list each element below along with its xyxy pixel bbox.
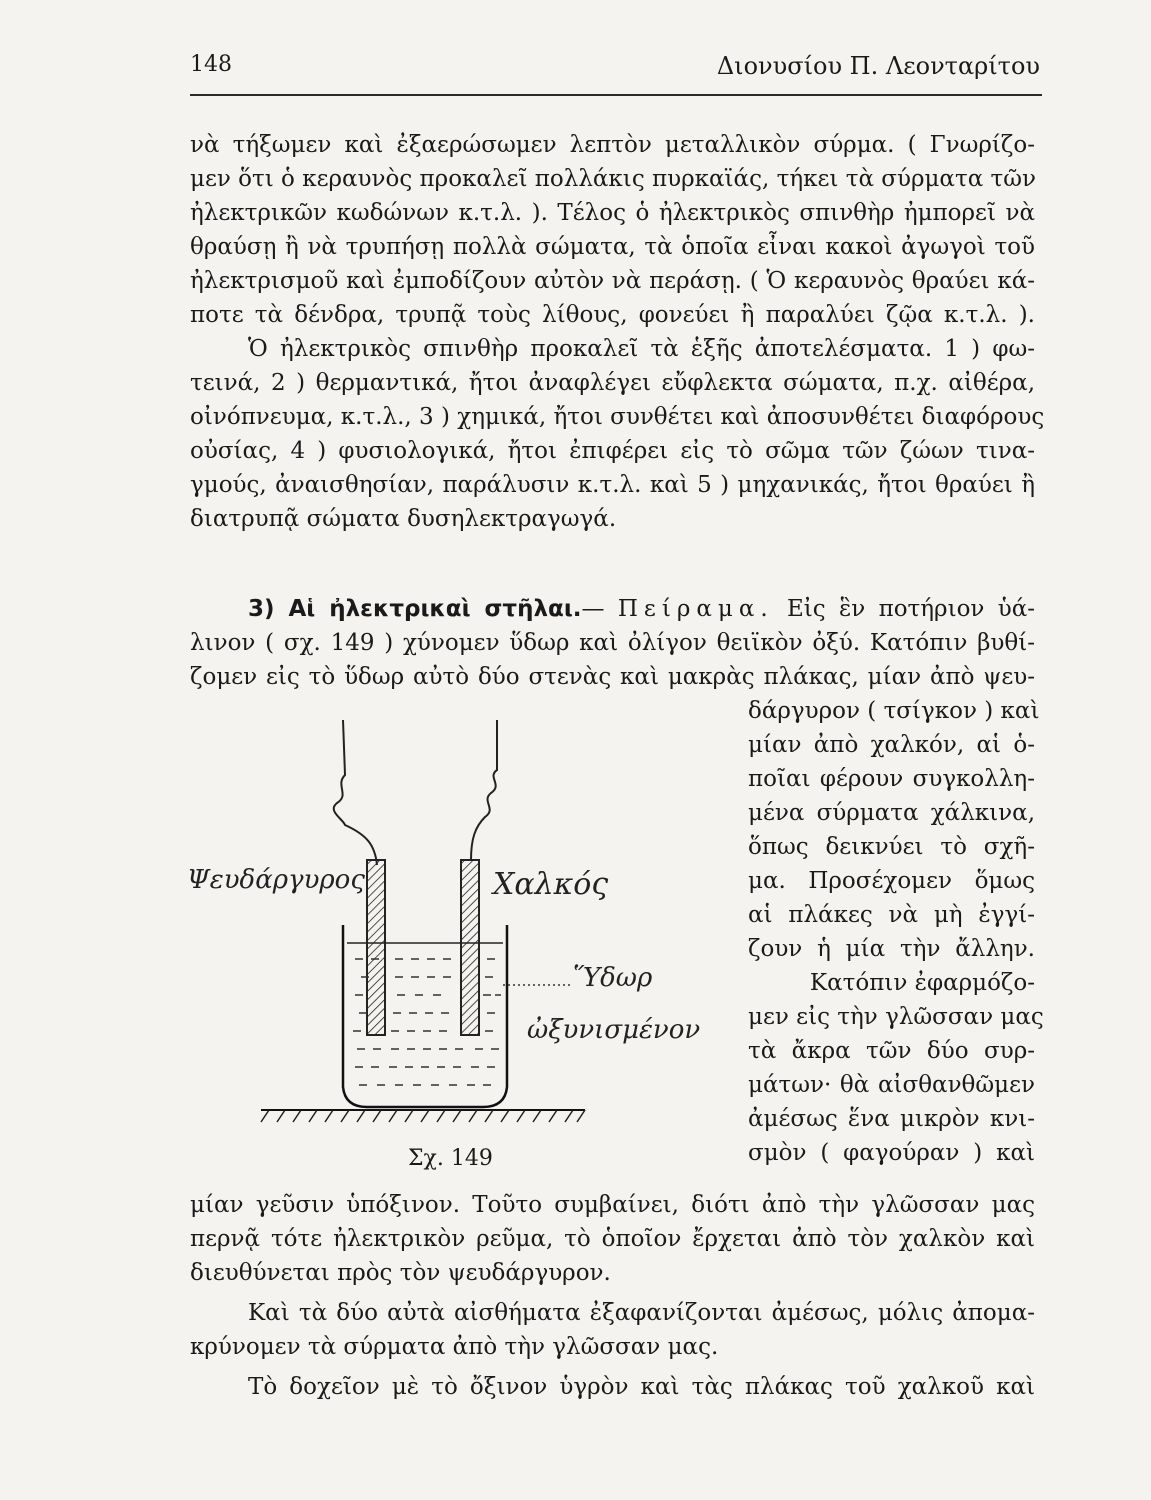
label-acidified: ὠξυνισμένον (527, 1015, 701, 1045)
text-line: διατρυπᾷ σώματα δυσηλεκτραγωγά. (190, 506, 617, 532)
text-line: οὐσίας, 4 ) φυσιολογικά, ἤτοι ἐπιφέρει εἰς τὸ σῶμα τῶν ζώων τινα- (190, 438, 1035, 464)
paragraph-spark-effects (190, 128, 1045, 536)
text-line: διευθύνεται πρὸς τὸν ψευδάργυρον. (190, 1260, 611, 1286)
paragraph-sensations (190, 1296, 1035, 1364)
text-line: σμὸν ( φαγούραν ) καὶ (748, 1140, 1035, 1166)
figure-side-text (748, 694, 1044, 1170)
text-line: αἱ πλάκες νὰ μὴ ἐγγί- (748, 902, 1035, 928)
text-line: Καὶ τὰ δύο αὐτὰ αἰσθήματα ἐξαφανίζονται ἀμέσως, μόλις ἀπομα- (248, 1300, 1035, 1326)
text-line: ἠλεκτρικῶν κωδώνων κ.τ.λ. ). Τέλος ὁ ἠλεκτρικὸς σπινθὴρ ἠμπορεῖ νὰ (190, 200, 1035, 226)
copper-plate (461, 860, 479, 1035)
ground-hatching (261, 1110, 585, 1122)
text-line: μένα σύρματα χάλκινα, (748, 800, 1035, 826)
label-zinc: Ψευδάργυρος (187, 865, 365, 895)
text-line: θραύσῃ ἢ νὰ τρυπήσῃ πολλὰ σώματα, τὰ ὁποῖα εἶναι κακοὶ ἀγωγοὶ τοῦ (190, 234, 1035, 260)
paragraph-vessel (190, 1370, 1035, 1404)
text-line (190, 592, 1035, 626)
text-line: μεν ὅτι ὁ κεραυνὸς προκαλεῖ πολλάκις πυρκαϊάς, τήκει τὰ σύρματα τῶν (190, 166, 1036, 192)
text-line: μίαν γεῦσιν ὑπόξινον. Τοῦτο συμβαίνει, διότι ἀπὸ τὴν γλῶσσαν μας (190, 1192, 1035, 1218)
zinc-plate (367, 860, 385, 1035)
text-line: οἰνόπνευμα, κ.τ.λ., 3 ) χημικά, ἤτοι συνθέτει καὶ ἀποσυνθέτει διαφόρους (190, 404, 1045, 430)
section-title: 3) Αἱ ἠλεκτρικαὶ στῆλαι. (248, 596, 582, 622)
text-line: μα. Προσέχομεν ὅμως (748, 868, 1035, 894)
page-number: 148 (190, 52, 232, 77)
section-electric-cells (190, 592, 1035, 694)
text-line: μίαν ἀπὸ χαλκόν, αἱ ὁ- (748, 732, 1035, 758)
text-line: νὰ τήξωμεν καὶ ἐξαερώσωμεν λεπτὸν μεταλλικὸν σύρμα. ( Γνωρίζο- (190, 132, 1035, 158)
text-line: λινον ( σχ. 149 ) χύνομεν ὕδωρ καὶ ὀλίγον θειϊκὸν ὀξύ. Κατόπιν βυθί- (190, 630, 1035, 656)
text-line: γμούς, ἀναισθησίαν, παράλυσιν κ.τ.λ. καὶ 5 ) μηχανικάς, ἤτοι θραύει ἢ (190, 472, 1035, 498)
text-line: ποτε τὰ δένδρα, τρυπᾷ τοὺς λίθους, φονεύει ἢ παραλύει ζῷα κ.τ.λ. ). (190, 302, 1035, 328)
figure-149 (185, 715, 730, 1135)
text-line: περνᾷ τότε ἠλεκτρικὸν ρεῦμα, τὸ ὁποῖον ἔρχεται ἀπὸ τὸν χαλκὸν καὶ (190, 1226, 1035, 1252)
dash: — (581, 596, 605, 622)
text-line: κρύνομεν τὰ σύρματα ἀπὸ τὴν γλῶσσαν μας. (190, 1334, 719, 1360)
page-header (190, 48, 1040, 88)
text-line: ὅπως δεικνύει τὸ σχῆ- (748, 834, 1035, 860)
text-line: ἠλεκτρισμοῦ καὶ ἐμποδίζουν αὐτὸν νὰ περάσῃ. ( Ὁ κεραυνὸς θραύει κά- (190, 268, 1035, 294)
text-line: τεινά, 2 ) θερμαντικά, ἤτοι ἀναφλέγει εὔφλεκτα σώματα, π.χ. αἰθέρα, (190, 370, 1035, 396)
text-line: ζουν ἡ μία τὴν ἄλλην. (748, 936, 1035, 962)
paragraph-taste (190, 1188, 1035, 1290)
text-line: Ὁ ἠλεκτρικὸς σπινθὴρ προκαλεῖ τὰ ἑξῆς ἀποτελέσματα. 1 ) φω- (248, 336, 1035, 362)
text-line: Κατόπιν ἐφαρμόζο- (809, 970, 1035, 996)
experiment-label: Πείραμα. (617, 596, 774, 622)
figure-caption: Σχ. 149 (408, 1146, 493, 1171)
text-line: τὰ ἄκρα τῶν δύο συρ- (748, 1038, 1035, 1064)
text-line: μεν εἰς τὴν γλῶσσαν μας (748, 1004, 1044, 1030)
label-water: Ὕδωρ (573, 963, 653, 993)
copper-wire (471, 720, 497, 860)
text-line: ζομεν εἰς τὸ ὕδωρ αὐτὸ δύο στενὰς καὶ μακρὰς πλάκας, μίαν ἀπὸ ψευ- (190, 664, 1035, 690)
galvanic-cell-diagram (185, 715, 730, 1135)
header-rule (190, 94, 1042, 96)
text-line: δάργυρον ( τσίγκον ) καὶ (748, 698, 1040, 724)
text-line: μάτων· θὰ αἰσθανθῶμεν (748, 1072, 1035, 1098)
running-title: Διονυσίου Π. Λεονταρίτου (716, 52, 1040, 80)
label-copper: Χαλκός (493, 867, 609, 902)
zinc-wire (334, 720, 377, 865)
text-line: Τὸ δοχεῖον μὲ τὸ ὄξινον ὑγρὸν καὶ τὰς πλάκας τοῦ χαλκοῦ καὶ (248, 1374, 1035, 1400)
text-fragment: Εἰς ἓν ποτήριον ὑά- (786, 596, 1035, 622)
text-line: ποῖαι φέρουν συγκολλη- (748, 766, 1035, 792)
text-line: ἀμέσως ἕνα μικρὸν κνι- (748, 1106, 1035, 1132)
